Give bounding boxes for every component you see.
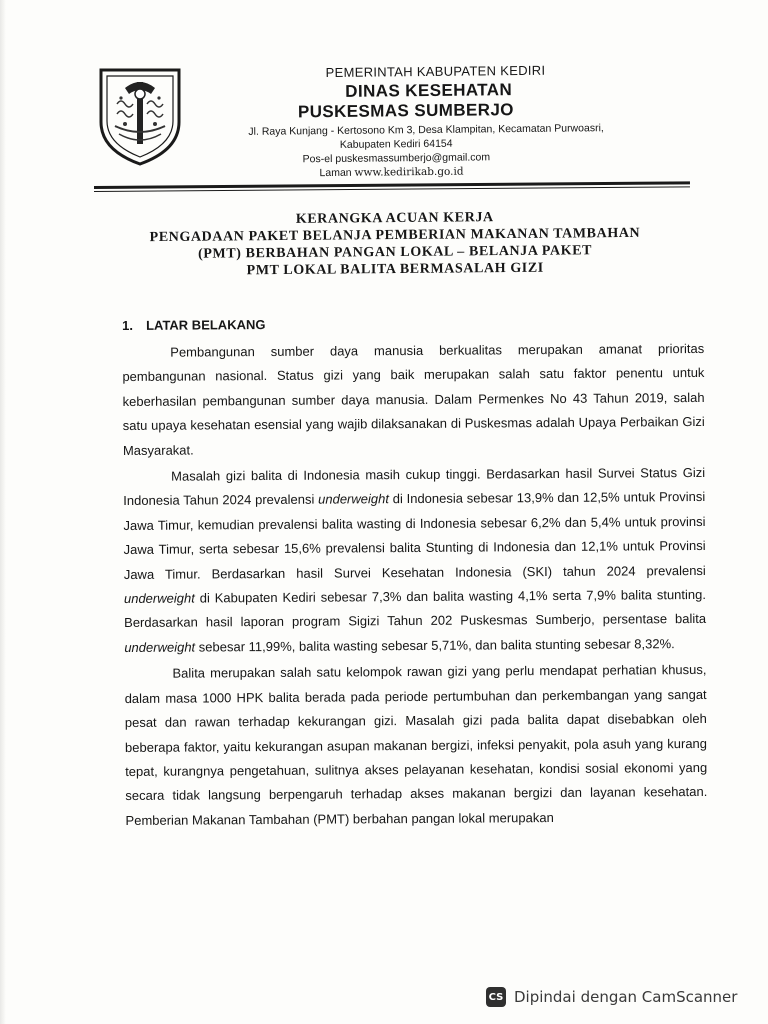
website-url: www.kedirikab.go.id [354, 165, 464, 179]
section-title: LATAR BELAKANG [145, 316, 266, 333]
paragraph-1 [122, 337, 705, 463]
camscanner-logo-icon: CS [486, 987, 506, 1007]
website-line [196, 164, 586, 180]
title-line-1: KERANGKA ACUAN KERJA [295, 210, 494, 227]
title-line-2: PENGADAAN PAKET BELANJA PEMBERIAN MAKANAN TAMBAHAN [149, 225, 641, 246]
department-name: DINAS KESEHATAN [345, 80, 513, 101]
paragraph-3-text: Balita merupakan salah satu kelompok rawan gizi yang perlu mendapat perhatian khusus, dalam masa 1000 HPK balita berada pada periode pertumbuhan dan perkembangan yang sangat pesat dan rawan terhadap kekurangan gizi. Masalah gizi pada balita dapat disebabkan oleh beberapa faktor, yaitu kekurangan asupan makanan bergizi, infeksi penyakit, pola asuh yang kurang tepat, kurangnya pengetahuan, sulitnya akses pelayanan kesehatan, kondisi sosial ekonomi yang secara tidak langsung berpengaruh terhadap akses makanan bergizi dan layanan kesehatan. Pemberian Makanan Tambahan (PMT) berbahan pangan lokal merupakan [124, 662, 708, 828]
paragraph-1-text: Pembangunan sumber daya manusia berkualitas merupakan amanat prioritas pembangunan nasional. Status gizi yang baik merupakan salah satu faktor penentu untuk keberhasilan pembangunan sumber daya manusia. Dalam Permenkes No 43 Tahun 2019, salah satu upaya kesehatan esensial yang wajib dilaksanakan di Puskesmas adalah Upaya Perbaikan Gizi Masyarakat. [122, 340, 705, 458]
paragraph-3 [124, 658, 707, 833]
address-line: Jl. Raya Kunjang - Kertosono Km 3, Desa Klampitan, Kecamatan Purwoasri, [248, 122, 604, 138]
camscanner-text: Dipindai dengan CamScanner [514, 988, 738, 1006]
section-heading [122, 314, 704, 333]
letterhead [195, 62, 656, 181]
camscanner-watermark [486, 986, 737, 1008]
regency-line: Kabupaten Kediri 64154 [339, 137, 453, 151]
title-line-4: PMT LOKAL BALITA BERMASALAH GIZI [246, 260, 544, 279]
section-number: 1. [122, 317, 133, 333]
regency-crest-logo [95, 64, 185, 168]
email-line: Pos-el puskesmassumberjo@gmail.com [302, 151, 491, 166]
paragraph-2-text: Masalah gizi balita di Indonesia masih cukup tinggi. Berdasarkan hasil Survei Status Gizi Indonesia Tahun 2024 prevalensi underweight di Indonesia sebesar 13,9% dan 12,5% untuk Provinsi Jawa Timur, kemudian prevalensi balita wasting di Indonesia sebesar 6,2% dan 5,4% untuk provinsi Jawa Timur, serta sebesar 15,6% prevalensi balita Stunting di Indonesia dan 12,1% untuk Provinsi Jawa Timur. Berdasarkan hasil Survei Kesehatan Indonesia (SKI) tahun 2024 prevalensi underweight di Kabupaten Kediri sebesar 7,3% dan balita wasting 4,1% serta 7,9% balita stunting. Berdasarkan hasil laporan program Sigizi Tahun 202 Puskesmas Sumberjo, persentase balita underweight sebesar 11,99%, balita wasting sebesar 5,71%, dan balita stunting sebesar 8,32%. [123, 464, 707, 655]
unit-name: PUSKESMAS SUMBERJO [297, 100, 514, 122]
document-body [122, 314, 708, 835]
document-title [100, 207, 691, 280]
paragraph-2 [123, 461, 706, 660]
government-name: PEMERINTAH KABUPATEN KEDIRI [325, 62, 546, 81]
website-label: Laman [319, 166, 352, 180]
page-edge-shadow [0, 0, 6, 1024]
title-line-3: (PMT) BERBAHAN PANGAN LOKAL – BELANJA PAKET [198, 243, 593, 262]
